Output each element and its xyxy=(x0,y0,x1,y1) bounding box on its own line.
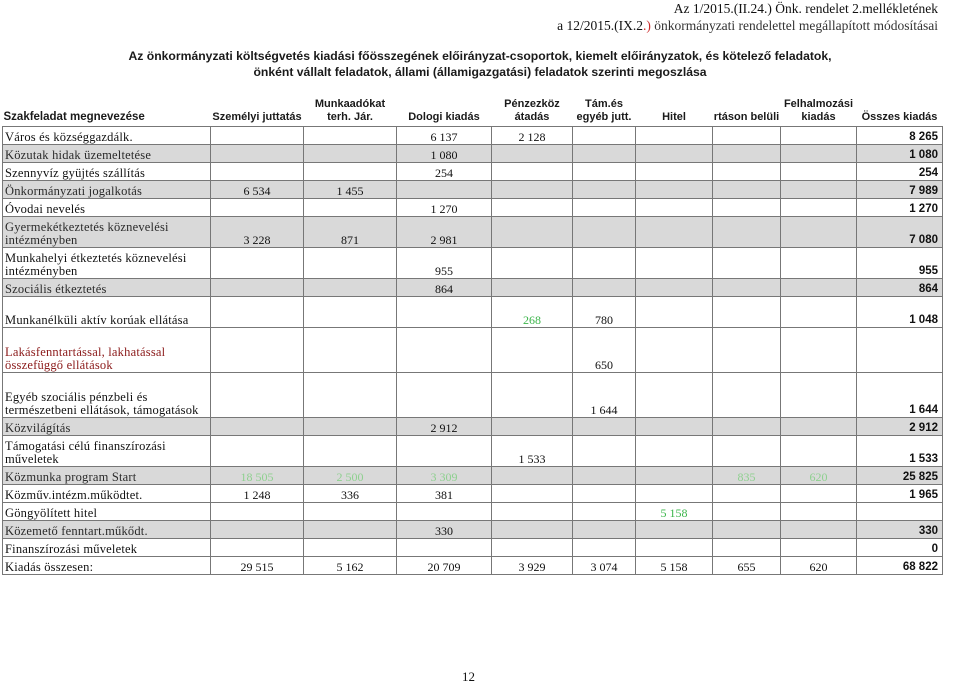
row-label: Gyermekétkeztetés köznevelési intézményben xyxy=(3,217,211,248)
header-line-2a: a 12/2015.(IX.2 xyxy=(557,18,643,33)
value-cell xyxy=(713,127,781,145)
value-cell xyxy=(573,127,636,145)
table-row xyxy=(3,163,943,181)
value-cell xyxy=(304,127,397,145)
value-cell xyxy=(492,279,573,297)
value-cell xyxy=(304,521,397,539)
value-cell xyxy=(304,503,397,521)
value-cell xyxy=(636,467,713,485)
value-cell xyxy=(304,539,397,557)
value-cell xyxy=(211,297,304,328)
value-cell: 381 xyxy=(397,485,492,503)
value-cell xyxy=(713,373,781,418)
value-cell: 2 128 xyxy=(492,127,573,145)
col-header: Pénzezköz átadás xyxy=(504,98,560,123)
value-cell xyxy=(573,163,636,181)
value-cell: 1 248 xyxy=(211,485,304,503)
value-cell xyxy=(211,199,304,217)
value-cell xyxy=(636,328,713,373)
total-cell: 68 822 xyxy=(857,557,943,575)
value-cell xyxy=(713,485,781,503)
value-cell xyxy=(713,521,781,539)
col-header: Személyi juttatás xyxy=(212,111,302,123)
col-header: Munkaadókat terh. Jár. xyxy=(314,98,386,123)
row-label: Szennyvíz gyüjtés szállítás xyxy=(3,163,211,181)
value-cell: 5 158 xyxy=(636,557,713,575)
total-cell: 7 080 xyxy=(857,217,943,248)
value-cell xyxy=(781,521,857,539)
total-cell: 2 912 xyxy=(857,418,943,436)
title-line-1: Az önkormányzati költségvetés kiadási főösszegének előirányzat-csoportok, kiemelt előirányzatok, és kötelező feladatok, xyxy=(128,49,832,63)
value-cell: 780 xyxy=(573,297,636,328)
value-cell xyxy=(573,467,636,485)
value-cell xyxy=(492,328,573,373)
value-cell xyxy=(781,539,857,557)
table-row xyxy=(3,539,943,557)
value-cell: 3 929 xyxy=(492,557,573,575)
row-label: Egyéb szociális pénzbeli és természetbeni ellátások, támogatások xyxy=(3,373,211,418)
value-cell xyxy=(781,418,857,436)
row-label: Munkahelyi étkeztetés köznevelési intézményben xyxy=(3,248,211,279)
value-cell xyxy=(492,248,573,279)
value-cell xyxy=(492,163,573,181)
total-cell: 8 265 xyxy=(857,127,943,145)
value-cell: 871 xyxy=(304,217,397,248)
value-cell xyxy=(492,539,573,557)
total-cell: 1 533 xyxy=(857,436,943,467)
value-cell xyxy=(781,297,857,328)
value-cell xyxy=(636,373,713,418)
value-cell xyxy=(211,539,304,557)
value-cell: 620 xyxy=(781,467,857,485)
table-body xyxy=(3,127,943,575)
total-cell: 1 965 xyxy=(857,485,943,503)
value-cell: 2 500 xyxy=(304,467,397,485)
value-cell xyxy=(781,436,857,467)
value-cell: 650 xyxy=(573,328,636,373)
table-row xyxy=(3,436,943,467)
value-cell xyxy=(713,418,781,436)
page-number: 12 xyxy=(462,669,475,684)
table-row xyxy=(3,279,943,297)
value-cell xyxy=(573,217,636,248)
value-cell xyxy=(713,328,781,373)
value-cell: 1 455 xyxy=(304,181,397,199)
row-label: Göngyölített hitel xyxy=(3,503,211,521)
value-cell xyxy=(573,248,636,279)
value-cell xyxy=(211,503,304,521)
total-cell: 1 270 xyxy=(857,199,943,217)
value-cell xyxy=(492,145,573,163)
row-label: Közemető fenntart.műkődt. xyxy=(3,521,211,539)
table-row xyxy=(3,373,943,418)
value-cell xyxy=(211,279,304,297)
value-cell xyxy=(713,181,781,199)
value-cell xyxy=(211,248,304,279)
value-cell xyxy=(636,163,713,181)
value-cell xyxy=(636,199,713,217)
value-cell xyxy=(573,503,636,521)
table-row xyxy=(3,217,943,248)
value-cell xyxy=(573,485,636,503)
row-label: Támogatási célú finanszírozási műveletek xyxy=(3,436,211,467)
value-cell xyxy=(781,279,857,297)
table-row xyxy=(3,328,943,373)
value-cell: 955 xyxy=(397,248,492,279)
value-cell xyxy=(781,328,857,373)
value-cell xyxy=(211,145,304,163)
value-cell xyxy=(781,199,857,217)
value-cell xyxy=(573,279,636,297)
value-cell xyxy=(573,539,636,557)
value-cell: 20 709 xyxy=(397,557,492,575)
value-cell xyxy=(397,436,492,467)
table-row xyxy=(3,503,943,521)
value-cell xyxy=(492,217,573,248)
value-cell xyxy=(573,199,636,217)
total-cell: 0 xyxy=(857,539,943,557)
value-cell xyxy=(713,503,781,521)
value-cell xyxy=(636,521,713,539)
value-cell xyxy=(211,418,304,436)
table-row xyxy=(3,418,943,436)
value-cell xyxy=(304,145,397,163)
value-cell: 6 137 xyxy=(397,127,492,145)
row-label: Óvodai nevelés xyxy=(3,199,211,217)
total-cell: 330 xyxy=(857,521,943,539)
value-cell xyxy=(713,217,781,248)
value-cell xyxy=(713,145,781,163)
value-cell xyxy=(211,127,304,145)
total-cell: 955 xyxy=(857,248,943,279)
document-header xyxy=(557,0,938,34)
value-cell xyxy=(304,297,397,328)
value-cell xyxy=(781,127,857,145)
table-row xyxy=(3,297,943,328)
value-cell xyxy=(397,503,492,521)
value-cell xyxy=(397,539,492,557)
header-line-2c: önkormányzati rendelettel megállapított módosításai xyxy=(650,18,938,33)
col-header: Összes kiadás xyxy=(861,111,938,123)
value-cell xyxy=(636,418,713,436)
table-row xyxy=(3,557,943,575)
total-cell: 7 989 xyxy=(857,181,943,199)
table-row xyxy=(3,127,943,145)
value-cell xyxy=(636,485,713,503)
row-label: Lakásfenntartással, lakhatással összefüggő ellátások xyxy=(3,328,211,373)
value-cell: 3 228 xyxy=(211,217,304,248)
table-row xyxy=(3,199,943,217)
col-header: Tám.és egyéb jutt. xyxy=(576,98,632,123)
value-cell: 835 xyxy=(713,467,781,485)
value-cell xyxy=(781,248,857,279)
value-cell xyxy=(573,181,636,199)
total-cell: 25 825 xyxy=(857,467,943,485)
header-line-1: Az 1/2015.(II.24.) Önk. rendelet 2.mellékletének xyxy=(673,1,938,16)
value-cell: 5 162 xyxy=(304,557,397,575)
col-header: Szakfeladat megnevezése xyxy=(3,111,145,123)
row-label: Szociális étkeztetés xyxy=(3,279,211,297)
value-cell: 1 644 xyxy=(573,373,636,418)
header-line-2b: .) xyxy=(642,18,651,33)
value-cell xyxy=(492,521,573,539)
col-header: Hitel xyxy=(662,111,686,123)
value-cell xyxy=(781,163,857,181)
col-header: Dologi kiadás xyxy=(408,111,480,123)
total-cell xyxy=(857,503,943,521)
value-cell xyxy=(211,163,304,181)
value-cell xyxy=(304,163,397,181)
value-cell xyxy=(492,467,573,485)
value-cell xyxy=(211,521,304,539)
row-label: Közműv.intézm.működtet. xyxy=(3,485,211,503)
table-row xyxy=(3,145,943,163)
value-cell: 655 xyxy=(713,557,781,575)
value-cell xyxy=(492,485,573,503)
row-label: Önkormányzati jogalkotás xyxy=(3,181,211,199)
value-cell xyxy=(636,539,713,557)
table-row xyxy=(3,521,943,539)
value-cell: 336 xyxy=(304,485,397,503)
value-cell: 268 xyxy=(492,297,573,328)
value-cell xyxy=(713,279,781,297)
table-row xyxy=(3,181,943,199)
value-cell xyxy=(713,297,781,328)
value-cell xyxy=(713,539,781,557)
value-cell xyxy=(573,145,636,163)
value-cell xyxy=(304,328,397,373)
value-cell: 620 xyxy=(781,557,857,575)
value-cell xyxy=(781,181,857,199)
value-cell xyxy=(397,297,492,328)
value-cell: 864 xyxy=(397,279,492,297)
value-cell: 330 xyxy=(397,521,492,539)
row-label: Város és községgazdálk. xyxy=(3,127,211,145)
value-cell xyxy=(713,248,781,279)
header-line-2 xyxy=(557,17,938,34)
value-cell xyxy=(636,127,713,145)
table-row xyxy=(3,485,943,503)
value-cell xyxy=(713,199,781,217)
col-header: rtáson belüli xyxy=(713,111,780,123)
value-cell: 29 515 xyxy=(211,557,304,575)
value-cell: 2 981 xyxy=(397,217,492,248)
total-cell: 1 048 xyxy=(857,297,943,328)
table-row xyxy=(3,248,943,279)
row-label: Kiadás összesen: xyxy=(3,557,211,575)
expenditure-table xyxy=(2,88,943,575)
value-cell xyxy=(636,217,713,248)
value-cell xyxy=(492,181,573,199)
value-cell: 2 912 xyxy=(397,418,492,436)
value-cell xyxy=(636,248,713,279)
document-title xyxy=(60,48,900,80)
value-cell xyxy=(713,163,781,181)
value-cell xyxy=(492,418,573,436)
total-cell: 254 xyxy=(857,163,943,181)
value-cell xyxy=(397,373,492,418)
value-cell: 1 270 xyxy=(397,199,492,217)
value-cell xyxy=(492,503,573,521)
value-cell xyxy=(636,279,713,297)
row-label: Közutak hidak üzemeltetése xyxy=(3,145,211,163)
value-cell xyxy=(636,297,713,328)
value-cell xyxy=(636,181,713,199)
value-cell: 3 074 xyxy=(573,557,636,575)
value-cell xyxy=(304,373,397,418)
value-cell xyxy=(781,503,857,521)
value-cell xyxy=(781,373,857,418)
value-cell: 254 xyxy=(397,163,492,181)
value-cell: 18 505 xyxy=(211,467,304,485)
value-cell xyxy=(781,217,857,248)
row-label: Közvilágítás xyxy=(3,418,211,436)
value-cell xyxy=(304,248,397,279)
value-cell xyxy=(211,436,304,467)
value-cell xyxy=(636,436,713,467)
value-cell: 3 309 xyxy=(397,467,492,485)
row-label: Közmunka program Start xyxy=(3,467,211,485)
value-cell xyxy=(492,199,573,217)
value-cell xyxy=(713,436,781,467)
value-cell xyxy=(397,328,492,373)
value-cell xyxy=(492,373,573,418)
table-header-row xyxy=(3,88,943,127)
value-cell: 1 080 xyxy=(397,145,492,163)
value-cell xyxy=(573,521,636,539)
value-cell xyxy=(304,418,397,436)
value-cell: 6 534 xyxy=(211,181,304,199)
value-cell xyxy=(304,199,397,217)
value-cell xyxy=(211,373,304,418)
row-label: Munkanélküli aktív korúak ellátása xyxy=(3,297,211,328)
value-cell xyxy=(781,485,857,503)
value-cell xyxy=(397,181,492,199)
col-header: Felhalmozási kiadás xyxy=(783,98,854,123)
total-cell: 1 080 xyxy=(857,145,943,163)
total-cell xyxy=(857,328,943,373)
value-cell xyxy=(304,436,397,467)
value-cell: 5 158 xyxy=(636,503,713,521)
total-cell: 864 xyxy=(857,279,943,297)
value-cell xyxy=(781,145,857,163)
value-cell: 1 533 xyxy=(492,436,573,467)
title-line-2: önként vállalt feladatok, állami (államigazgatási) feladatok szerinti megoszlása xyxy=(253,65,707,79)
value-cell xyxy=(211,328,304,373)
value-cell xyxy=(573,436,636,467)
row-label: Finanszírozási műveletek xyxy=(3,539,211,557)
value-cell xyxy=(573,418,636,436)
value-cell xyxy=(636,145,713,163)
total-cell: 1 644 xyxy=(857,373,943,418)
table-row xyxy=(3,467,943,485)
value-cell xyxy=(304,279,397,297)
